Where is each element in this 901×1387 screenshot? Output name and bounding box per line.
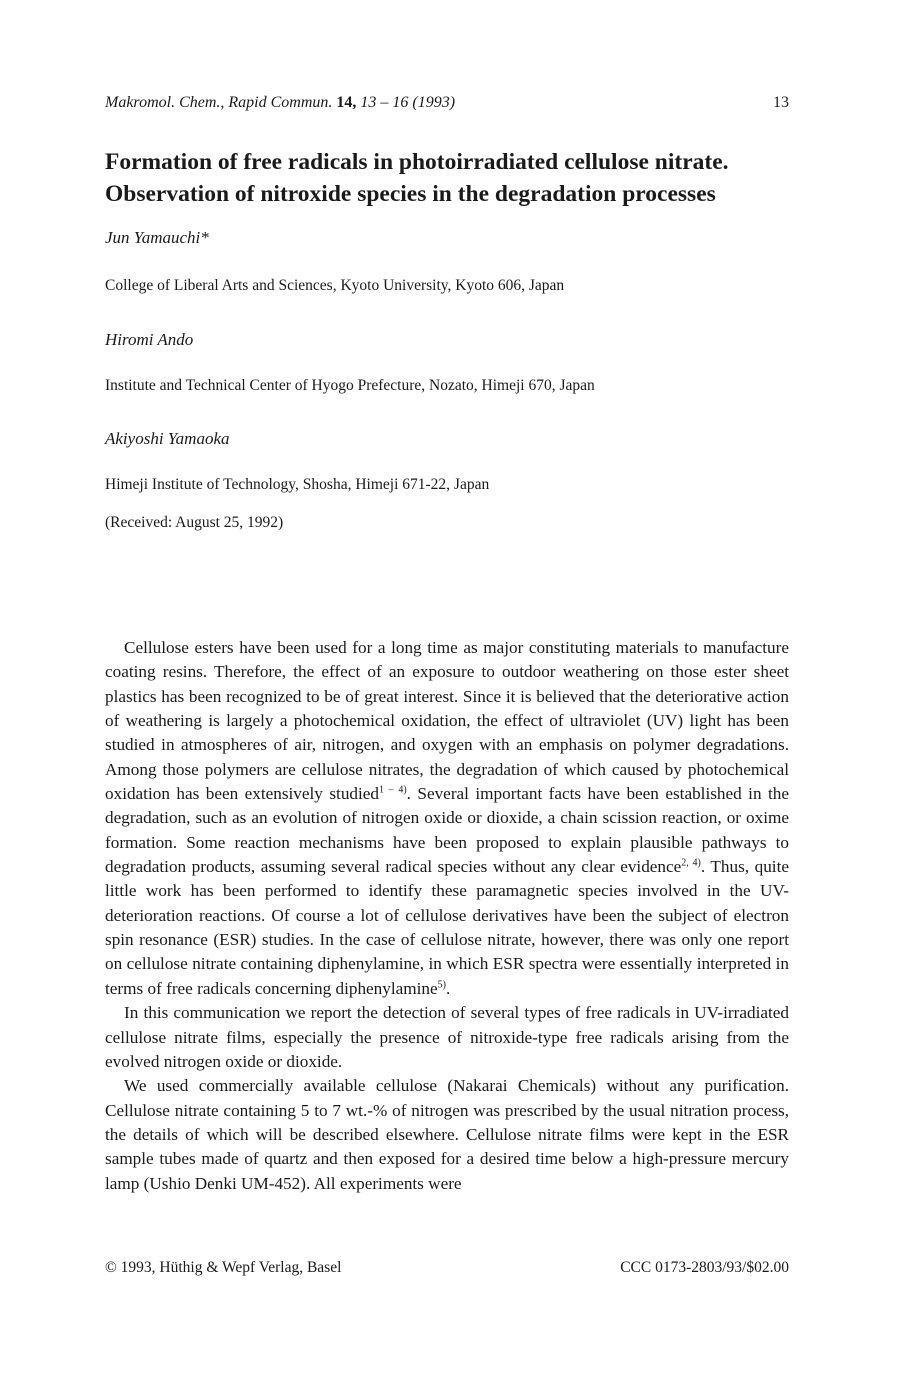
journal-volume: 14, <box>336 94 357 111</box>
paragraph-2: In this communication we report the detection of several types of free radicals in UV-irradiated cellulose nitrate films, especially the presence of nitroxide-type free radicals arising from the evolved nitrogen oxide or dioxide. <box>105 1003 789 1071</box>
author-1-name: Jun Yamauchi* <box>105 228 209 247</box>
journal-name: Makromol. Chem., Rapid Commun. <box>105 94 333 111</box>
author-2-name: Hiromi Ando <box>105 330 194 349</box>
received-date: (Received: August 25, 1992) <box>105 514 284 531</box>
author-3-name: Akiyoshi Yamaoka <box>105 429 230 448</box>
running-head <box>105 94 789 112</box>
journal-citation <box>105 94 455 112</box>
paragraph-1-part-d: . <box>445 978 451 998</box>
journal-pages: 13 – 16 (1993) <box>360 94 456 111</box>
reference-5: 5) <box>437 979 446 991</box>
title-line-2: Observation of nitroxide species in the degradation processes <box>105 181 716 207</box>
body-text <box>105 636 789 1196</box>
paragraph-3: We used commercially available cellulose (Nakarai Chemicals) without any purification. Cellulose nitrate containing 5 to 7 wt.-% of nitrogen was prescribed by the usual nitration process, the details of which will be described elsewhere. Cellulose nitrate films were kept in the ESR sample tubes made of quartz and then exposed for a desired time below a high-pressure mercury lamp (Ushio Denki UM-452). All experiments were <box>105 1076 789 1193</box>
paragraph-1-part-a: Cellulose esters have been used for a long time as major constituting materials to manufacture coating resins. Therefore, the effect of an exposure to outdoor weathering on those ester sheet plastics has been recognized to be of great interest. Since it is believed that the deteriorative action of weathering is largely a photochemical oxidation, the effect of ultraviolet (UV) light has been studied in atmospheres of air, nitrogen, and oxygen with an emphasis on polymer degradations. Among those polymers are cellulose nitrates, the degradation of which caused by photochemical oxidation has been extensively studied <box>105 638 789 804</box>
title-line-1: Formation of free radicals in photoirradiated cellulose nitrate. <box>105 149 729 175</box>
paragraph-1 <box>105 636 789 1001</box>
article-title <box>105 146 805 210</box>
ccc-code: CCC 0173-2803/93/$02.00 <box>620 1259 789 1276</box>
reference-1-4: 1 – 4) <box>379 784 407 796</box>
author-1-affiliation: College of Liberal Arts and Sciences, Kyoto University, Kyoto 606, Japan <box>105 277 565 294</box>
author-3-affiliation: Himeji Institute of Technology, Shosha, Himeji 671-22, Japan <box>105 476 490 493</box>
reference-2-4: 2, 4) <box>681 857 701 869</box>
paragraph-1-part-b: . Several important facts have been established in the degradation, such as an evolution of nitrogen oxide or dioxide, a chain scission reaction, or oxime formation. Some reaction mechanisms have been proposed to explain plausible pathways to degradation products, assuming several radical species without any clear evidence <box>105 784 789 877</box>
author-2-affiliation: Institute and Technical Center of Hyogo Prefecture, Nozato, Himeji 670, Japan <box>105 377 595 394</box>
footer <box>105 1259 789 1277</box>
copyright-notice: © 1993, Hüthig & Wepf Verlag, Basel <box>105 1259 342 1276</box>
paragraph-1-part-c: . Thus, quite little work has been performed to identify these paramagnetic species involved in the UV-deterioration reactions. Of course a lot of cellulose derivatives have been the subject of electron spin resonance (ESR) studies. In the case of cellulose nitrate, however, there was only one report on cellulose nitrate containing diphenylamine, in which ESR spectra were essentially interpreted in terms of free radicals concerning diphenylamine <box>105 857 789 998</box>
page-number: 13 <box>773 94 789 111</box>
